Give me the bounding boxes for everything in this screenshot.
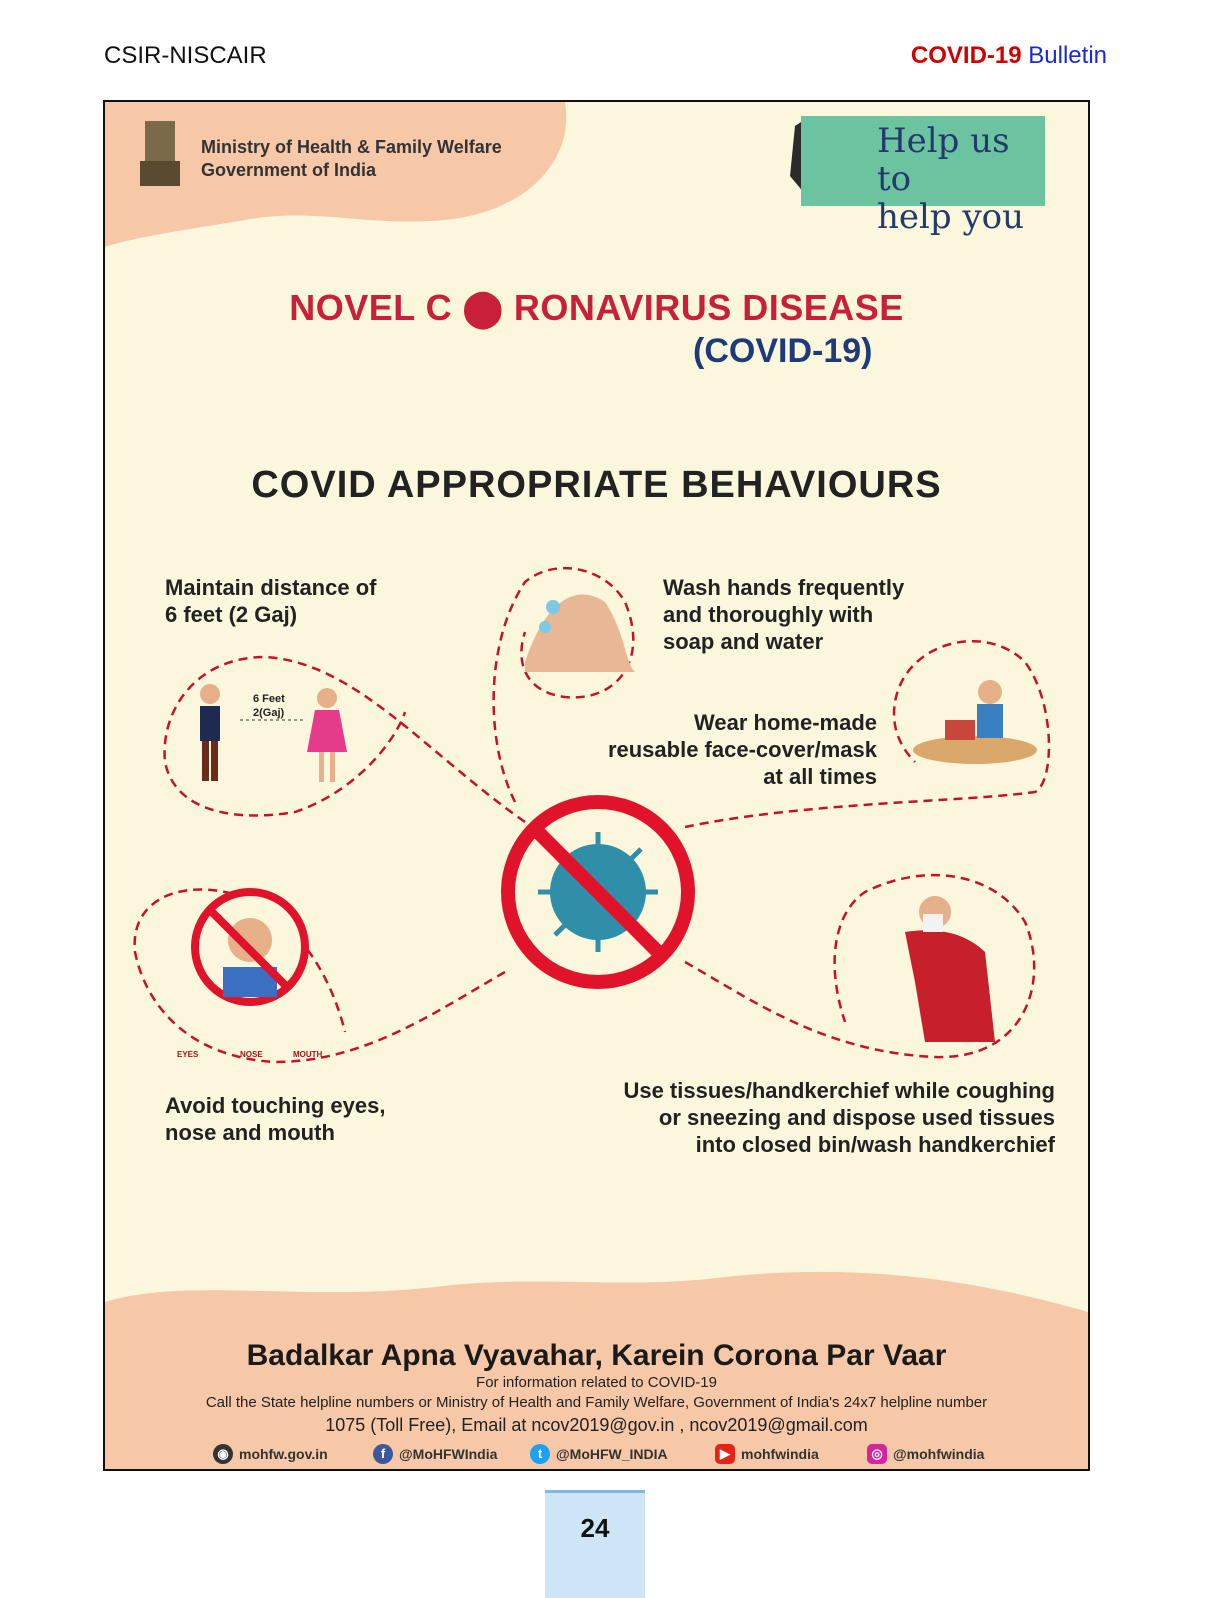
- header-covid: COVID-19: [910, 42, 1022, 69]
- ministry-line-1: Ministry of Health & Family Welfare: [201, 137, 502, 157]
- distance-label: [253, 692, 285, 720]
- footer-info: For information related to COVID-19: [476, 1374, 717, 1391]
- page-header-left: CSIR-NISCAIR: [104, 42, 267, 69]
- footer-slogan: Badalkar Apna Vyavahar, Karein Corona Par Vaar: [246, 1339, 947, 1372]
- tissues-text: Use tissues/handkerchief while coughing or sneezing and dispose used tissues into closed bin/wash handkerchief: [623, 1078, 1055, 1157]
- poster-title: NOVEL C ⬤ RONAVIRUS DISEASE: [289, 287, 904, 328]
- ministry-label: [201, 136, 502, 182]
- social-website[interactable]: [213, 1444, 328, 1464]
- social-facebook-label: @MoHFWIndia: [399, 1446, 498, 1462]
- face-label-nose: NOSE: [240, 1050, 263, 1059]
- distance-text: Maintain distance of 6 feet (2 Gaj): [165, 575, 377, 627]
- face-label-mouth: MOUTH: [293, 1050, 323, 1059]
- youtube-icon: ▶: [715, 1444, 735, 1464]
- social-instagram[interactable]: [867, 1444, 984, 1464]
- twitter-icon: t: [530, 1444, 550, 1464]
- social-website-label: mohfw.gov.in: [239, 1446, 328, 1462]
- page-header-right: [911, 42, 1107, 70]
- instagram-icon: ◎: [867, 1444, 887, 1464]
- behaviours-heading: COVID APPROPRIATE BEHAVIOURS: [251, 464, 942, 506]
- header-bulletin: Bulletin: [1028, 42, 1107, 69]
- social-instagram-label: @mohfwindia: [893, 1446, 985, 1462]
- help-line-1: Help us to: [877, 121, 1010, 199]
- social-youtube-label: mohfwindia: [741, 1446, 819, 1462]
- social-facebook[interactable]: [373, 1444, 497, 1464]
- facebook-icon: f: [373, 1444, 393, 1464]
- social-youtube[interactable]: [715, 1444, 819, 1464]
- distance-label-1: 6 Feet: [253, 693, 285, 705]
- mask-text: Wear home-made reusable face-cover/mask at all times: [607, 710, 877, 789]
- help-line-2: help you: [877, 197, 1025, 237]
- distance-label-2: 2(Gaj): [253, 707, 285, 719]
- footer-helpline: Call the State helpline numbers or Ministry of Health and Family Welfare, Government of India's 24x7 helpline number: [205, 1394, 988, 1411]
- ministry-line-2: Government of India: [201, 160, 377, 180]
- face-label-eyes: EYES: [177, 1050, 199, 1059]
- page-number: 24: [580, 1513, 610, 1543]
- page-number-box: [545, 1490, 645, 1598]
- globe-icon: ◉: [213, 1444, 233, 1464]
- wash-hands-text: Wash hands frequently and thoroughly with soap and water: [663, 575, 905, 654]
- avoid-touching-text: Avoid touching eyes, nose and mouth: [165, 1093, 386, 1145]
- help-us-banner: [801, 116, 1045, 237]
- social-twitter-label: @MoHFW_INDIA: [556, 1446, 668, 1462]
- covid-poster: [103, 100, 1090, 1471]
- footer-contact: 1075 (Toll Free), Email at ncov2019@gov.in , ncov2019@gmail.com: [325, 1415, 868, 1435]
- social-twitter[interactable]: [530, 1444, 668, 1464]
- poster-subtitle: (COVID-19): [693, 332, 873, 370]
